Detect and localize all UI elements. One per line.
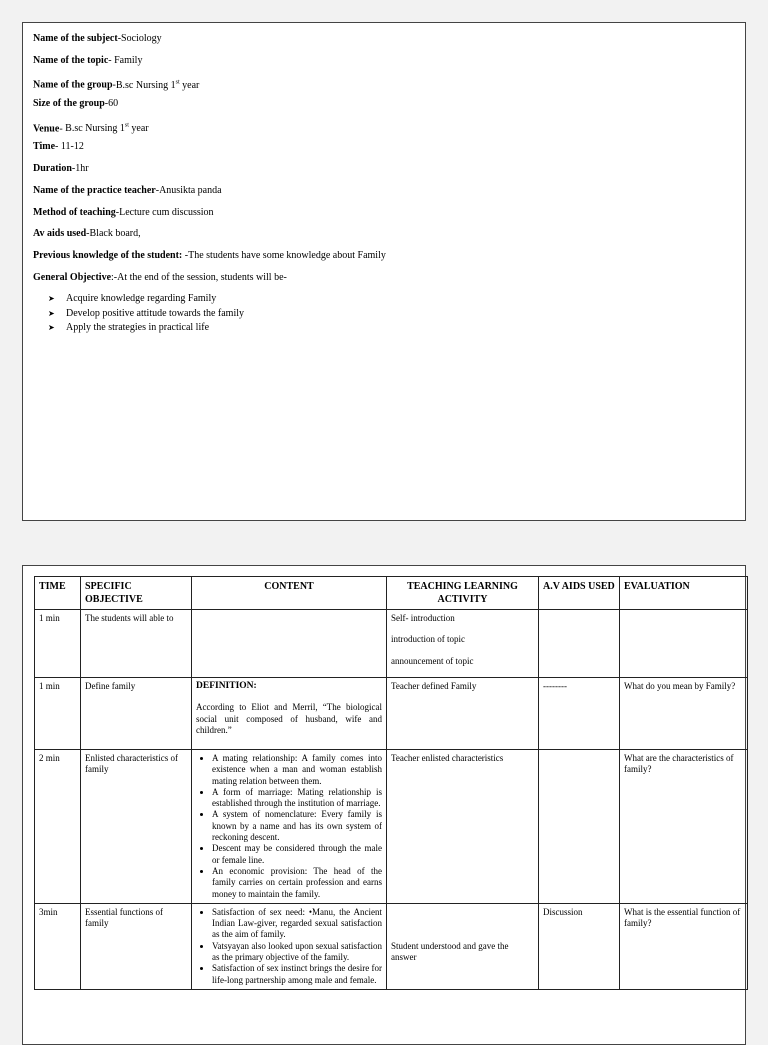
cell-time: 3min bbox=[35, 903, 81, 989]
list-item: • A form of marriage: Mating relationship is established through the institution of marriage. bbox=[212, 787, 382, 810]
list-item: • Descent may be considered through the male or female line. bbox=[212, 843, 382, 866]
table-header-row bbox=[35, 577, 748, 610]
field-topic: Name of the topic- Family bbox=[33, 54, 143, 66]
cell-content bbox=[192, 610, 387, 678]
lesson-plan-header-page bbox=[22, 22, 746, 521]
field-teaching-method: Method of teaching-Lecture cum discussion bbox=[33, 206, 214, 218]
header-aids: A.V AIDS USED bbox=[539, 577, 620, 610]
lesson-plan-table-page bbox=[22, 565, 746, 1045]
header-evaluation: EVALUATION bbox=[620, 577, 748, 610]
table-row bbox=[35, 610, 748, 678]
field-duration: Duration-1hr bbox=[33, 163, 89, 175]
cell-aids bbox=[539, 610, 620, 678]
arrow-bullet-icon: ➤ bbox=[48, 322, 55, 332]
list-item: • Satisfaction of sex need: •Manu, the Ancient Indian Law-giver, regarded sexual satisfaction as the aim of family. bbox=[212, 907, 382, 941]
lesson-plan-details bbox=[33, 32, 735, 335]
cell-aids bbox=[539, 750, 620, 904]
table-row bbox=[35, 678, 748, 750]
header-content: CONTENT bbox=[192, 577, 387, 610]
arrow-bullet-icon: ➤ bbox=[48, 308, 55, 318]
cell-activity: Teacher defined Family bbox=[387, 678, 539, 750]
lesson-plan-table bbox=[34, 576, 748, 990]
cell-objective: Essential functions of family bbox=[81, 903, 192, 989]
cell-aids: Discussion bbox=[539, 903, 620, 989]
field-previous-knowledge: Previous knowledge of the student: -The students have some knowledge about Family bbox=[33, 249, 386, 261]
cell-time: 2 min bbox=[35, 750, 81, 904]
list-item: • Satisfaction of sex instinct brings the desire for life-long partnership among male and female. bbox=[212, 963, 382, 986]
header-activity: TEACHING LEARNING ACTIVITY bbox=[387, 577, 539, 610]
cell-activity: Teacher enlisted characteristics bbox=[387, 750, 539, 904]
cell-objective: Define family bbox=[81, 678, 192, 750]
arrow-bullet-icon: ➤ bbox=[48, 294, 55, 304]
cell-content: DEFINITION: According to Eliot and Merril, “The biological social unit composed of husband, wife and children.” bbox=[192, 678, 387, 750]
cell-objective: The students will able to bbox=[81, 610, 192, 678]
objective-list bbox=[33, 292, 735, 335]
table-row bbox=[35, 903, 748, 989]
field-group: Name of the group-B.sc Nursing 1st year bbox=[33, 79, 200, 91]
objective-item: ➤ Acquire knowledge regarding Family bbox=[48, 292, 735, 306]
field-group-size: Size of the group-60 bbox=[33, 98, 119, 110]
cell-objective: Enlisted characteristics of family bbox=[81, 750, 192, 904]
field-general-objective: General Objective:-At the end of the session, students will be- bbox=[33, 271, 287, 283]
cell-evaluation: What do you mean by Family? bbox=[620, 678, 748, 750]
field-practice-teacher: Name of the practice teacher-Anusikta panda bbox=[33, 184, 222, 196]
cell-activity: Student understood and gave the answer bbox=[387, 903, 539, 989]
list-item: • A system of nomenclature: Every family is known by a name and has its own system of reckoning descent. bbox=[212, 809, 382, 843]
list-item: • A mating relationship: A family comes into existence when a man and woman establish mating relation between them. bbox=[212, 753, 382, 787]
cell-time: 1 min bbox=[35, 610, 81, 678]
objective-item: ➤ Apply the strategies in practical life bbox=[48, 321, 735, 335]
table-row bbox=[35, 750, 748, 904]
field-time: Time- 11-12 bbox=[33, 141, 84, 153]
cell-time: 1 min bbox=[35, 678, 81, 750]
field-subject: Name of the subject-Sociology bbox=[33, 33, 162, 44]
cell-content bbox=[192, 903, 387, 989]
cell-activity: Self- introduction introduction of topic announcement of topic bbox=[387, 610, 539, 678]
field-venue: Venue- B.sc Nursing 1st year bbox=[33, 122, 149, 135]
field-av-aids: Av aids used-Black board, bbox=[33, 228, 141, 240]
list-item: • Vatsyayan also looked upon sexual satisfaction as the primary objective of the family. bbox=[212, 941, 382, 964]
header-objective: SPECIFIC OBJECTIVE bbox=[81, 577, 192, 610]
cell-content bbox=[192, 750, 387, 904]
characteristics-list bbox=[196, 753, 382, 900]
cell-evaluation: What are the characteristics of family? bbox=[620, 750, 748, 904]
functions-list bbox=[196, 907, 382, 986]
header-time: TIME bbox=[35, 577, 81, 610]
cell-aids: -------- bbox=[539, 678, 620, 750]
cell-evaluation bbox=[620, 610, 748, 678]
cell-evaluation: What is the essential function of family? bbox=[620, 903, 748, 989]
objective-item: ➤ Develop positive attitude towards the family bbox=[48, 307, 735, 321]
list-item: • An economic provision: The head of the family carries on certain profession and earns money to maintain the family. bbox=[212, 866, 382, 900]
